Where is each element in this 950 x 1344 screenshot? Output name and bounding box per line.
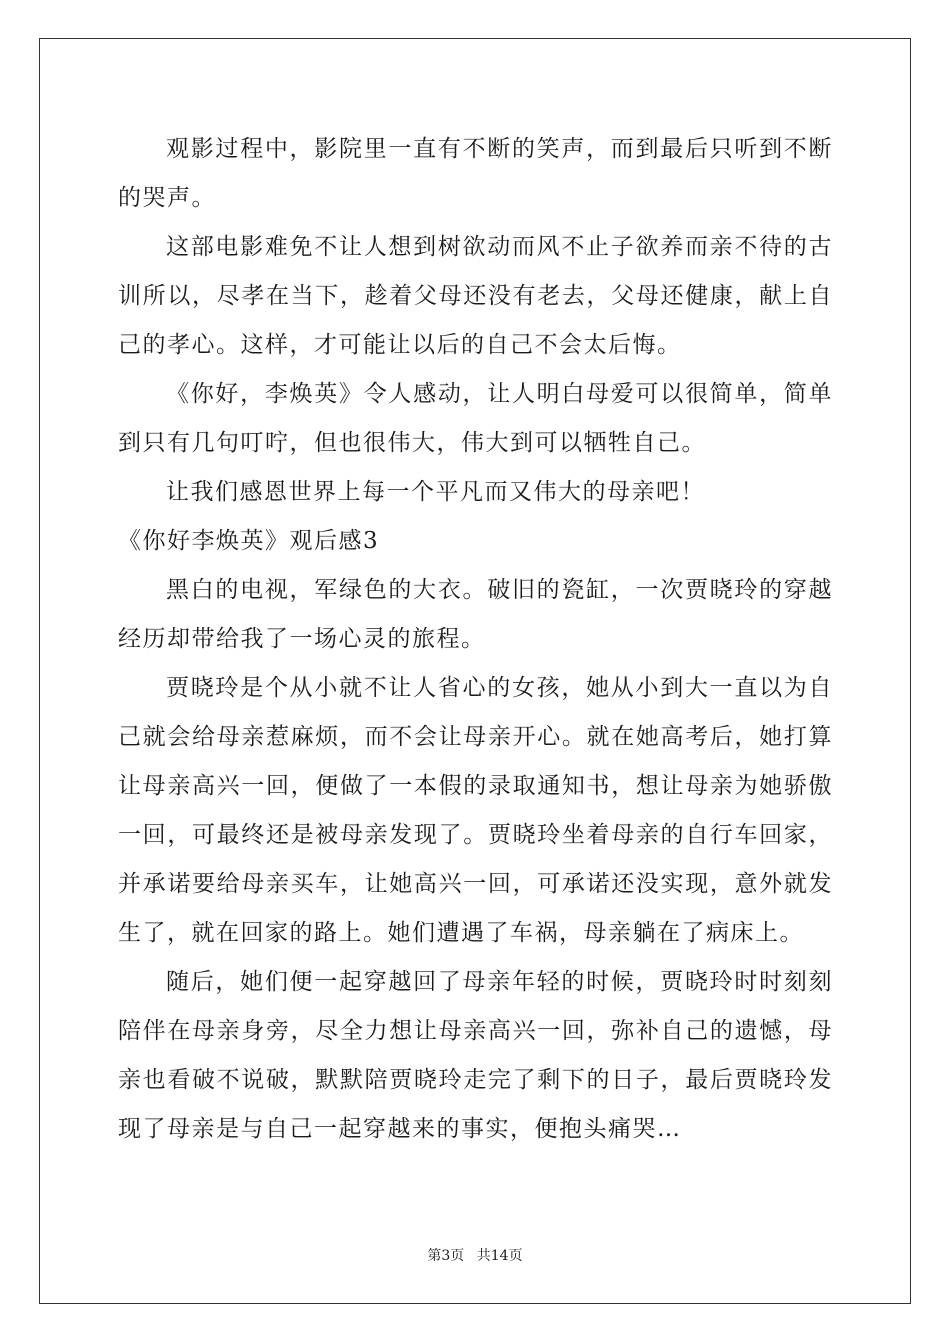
paragraph: 观影过程中，影院里一直有不断的笑声，而到最后只听到不断的哭声。 bbox=[118, 136, 833, 211]
page-number: 第3页 bbox=[427, 1248, 465, 1264]
section-heading: 《你好李焕英》观后感3 bbox=[118, 528, 380, 554]
paragraph: 黑白的电视，军绿色的大衣。破旧的瓷缸，一次贾晓玲的穿越经历却带给我了一场心灵的旅程。 bbox=[118, 577, 833, 652]
paragraph: 《你好，李焕英》令人感动，让人明白母爱可以很简单，简单到只有几句叮咛，但也很伟大，伟大到可以牺牲自己。 bbox=[118, 381, 833, 456]
page-footer bbox=[0, 1245, 950, 1265]
paragraph: 贾晓玲是个从小就不让人省心的女孩，她从小到大一直以为自己就会给母亲惹麻烦，而不会让母亲开心。就在她高考后，她打算让母亲高兴一回，便做了一本假的录取通知书，想让母亲为她骄傲一回，可最终还是被母亲发现了。贾晓玲坐着母亲的自行车回家，并承诺要给母亲买车，让她高兴一回，可承诺还没实现，意外就发生了，就在回家的路上。她们遭遇了车祸，母亲躺在了病床上。 bbox=[118, 675, 833, 946]
paragraph: 这部电影难免不让人想到树欲动而风不止子欲养而亲不待的古训所以，尽孝在当下，趁着父母还没有老去，父母还健康，献上自己的孝心。这样，才可能让以后的自己不会太后悔。 bbox=[118, 234, 833, 358]
paragraph: 让我们感恩世界上每一个平凡而又伟大的母亲吧！ bbox=[166, 479, 705, 505]
page-total: 共14页 bbox=[476, 1248, 523, 1264]
document-body bbox=[118, 125, 833, 1154]
paragraph: 随后，她们便一起穿越回了母亲年轻的时候，贾晓玲时时刻刻陪伴在母亲身旁，尽全力想让母亲高兴一回，弥补自己的遗憾，母亲也看破不说破，默默陪贾晓玲走完了剩下的日子，最后贾晓玲发现了母亲是与自己一起穿越来的事实，便抱头痛哭… bbox=[118, 969, 833, 1142]
